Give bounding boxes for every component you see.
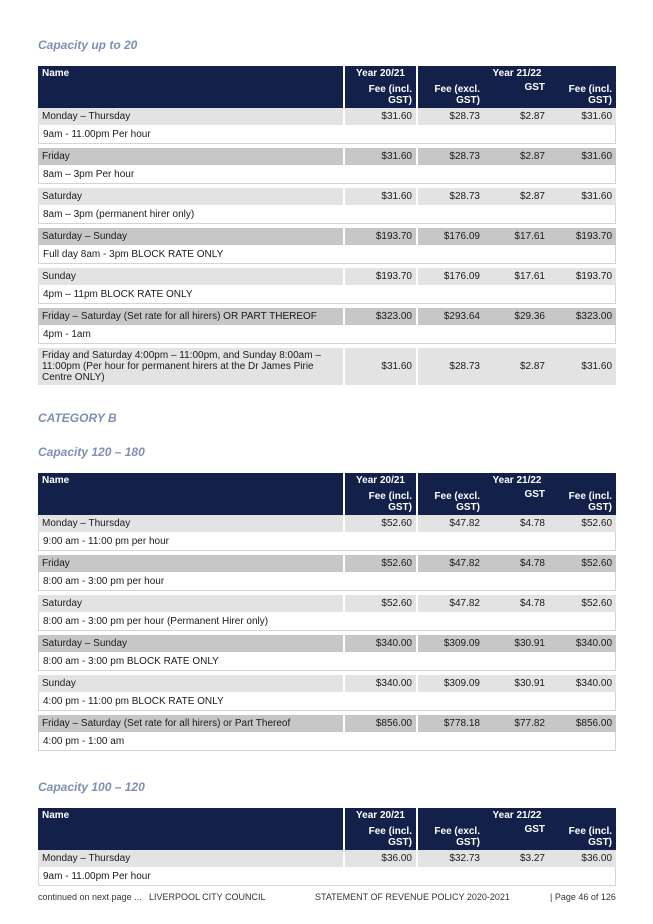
fee-row-fee-2021: $31.60	[343, 348, 416, 385]
fee-row	[38, 308, 616, 325]
fee-row-name: Saturday – Sunday	[38, 228, 343, 245]
fee-row-fee-excl: $176.09	[416, 228, 484, 245]
fee-row-description-row	[38, 612, 616, 631]
fee-row-gst: $77.82	[484, 715, 549, 732]
column-header-fee-incl-b: Fee (incl. GST)	[549, 82, 616, 108]
fee-table-capacity-up-to-20	[38, 66, 616, 385]
fee-row-fee-incl: $36.00	[549, 850, 616, 867]
fee-row	[38, 268, 616, 285]
fee-row-name: Sunday	[38, 675, 343, 692]
fee-row-name: Friday	[38, 148, 343, 165]
fee-row	[38, 635, 616, 652]
fee-row-fee-excl: $28.73	[416, 108, 484, 125]
fee-row-description-row	[38, 867, 616, 886]
fee-row-description: 9am - 11.00pm Per hour	[38, 125, 616, 144]
footer-council: LIVERPOOL CITY COUNCIL	[149, 892, 266, 902]
fee-row-gst: $3.27	[484, 850, 549, 867]
fee-row	[38, 515, 616, 532]
fee-row-fee-excl: $28.73	[416, 348, 484, 385]
fee-row-gst: $17.61	[484, 268, 549, 285]
section-title-capacity-100-120: Capacity 100 – 120	[38, 780, 145, 794]
fee-row-name: Saturday	[38, 188, 343, 205]
fee-row-name: Monday – Thursday	[38, 515, 343, 532]
fee-row-fee-incl: $323.00	[549, 308, 616, 325]
fee-row-fee-2021: $52.60	[343, 555, 416, 572]
column-header-name: Name	[38, 473, 343, 515]
fee-row-fee-2021: $193.70	[343, 268, 416, 285]
fee-table-capacity-120-180	[38, 473, 616, 751]
fee-row-fee-2021: $52.60	[343, 515, 416, 532]
fee-row-description-row	[38, 285, 616, 304]
fee-row-gst: $2.87	[484, 348, 549, 385]
fee-row-fee-incl: $31.60	[549, 148, 616, 165]
fee-row-fee-excl: $293.64	[416, 308, 484, 325]
fee-row-fee-excl: $32.73	[416, 850, 484, 867]
section-title-capacity-up-to-20: Capacity up to 20	[38, 38, 138, 52]
fee-row	[38, 108, 616, 125]
fee-row	[38, 850, 616, 867]
fee-row-fee-2021: $36.00	[343, 850, 416, 867]
column-header-fee-incl: Fee (incl. GST)	[343, 489, 416, 515]
column-header-year-b: Year 21/22	[416, 66, 616, 82]
fee-row	[38, 675, 616, 692]
fee-row-fee-excl: $309.09	[416, 675, 484, 692]
fee-row-name: Friday	[38, 555, 343, 572]
column-header-fee-incl-b: Fee (incl. GST)	[549, 489, 616, 515]
fee-row	[38, 148, 616, 165]
fee-row-fee-excl: $28.73	[416, 188, 484, 205]
fee-row-description-row	[38, 125, 616, 144]
column-header-year-b: Year 21/22	[416, 473, 616, 489]
fee-row-description-row	[38, 205, 616, 224]
fee-row-description: 8:00 am - 3:00 pm BLOCK RATE ONLY	[38, 652, 616, 671]
fee-row-fee-incl: $193.70	[549, 228, 616, 245]
fee-row-fee-2021: $31.60	[343, 108, 416, 125]
fee-row-fee-2021: $856.00	[343, 715, 416, 732]
fee-row	[38, 555, 616, 572]
fee-row-description: 8:00 am - 3:00 pm per hour (Permanent Hirer only)	[38, 612, 616, 631]
fee-row-gst: $2.87	[484, 188, 549, 205]
fee-row-name: Friday – Saturday (Set rate for all hirers) or Part Thereof	[38, 715, 343, 732]
fee-row-name: Friday and Saturday 4:00pm – 11:00pm, and Sunday 8:00am – 11:00pm (Per hour for permanent hirers at the Dr James Pirie Centre ONLY)	[38, 348, 343, 385]
column-header-fee-incl-b: Fee (incl. GST)	[549, 824, 616, 850]
fee-row-gst: $29.36	[484, 308, 549, 325]
fee-row-fee-excl: $47.82	[416, 595, 484, 612]
column-header-year-a: Year 20/21	[343, 808, 416, 824]
fee-row-fee-2021: $31.60	[343, 188, 416, 205]
fee-row-name: Monday – Thursday	[38, 850, 343, 867]
fee-row-fee-excl: $28.73	[416, 148, 484, 165]
fee-row-fee-incl: $340.00	[549, 635, 616, 652]
fee-row-gst: $30.91	[484, 675, 549, 692]
fee-row-name: Saturday	[38, 595, 343, 612]
fee-row	[38, 348, 616, 385]
fee-row-description-row	[38, 652, 616, 671]
fee-row-gst: $4.78	[484, 595, 549, 612]
fee-row-description: 8:00 am - 3:00 pm per hour	[38, 572, 616, 591]
fee-row-description: 8am – 3pm (permanent hirer only)	[38, 205, 616, 224]
fee-row-description: 9:00 am - 11:00 pm per hour	[38, 532, 616, 551]
fee-row-description: 4pm - 1am	[38, 325, 616, 344]
fee-row-fee-2021: $340.00	[343, 675, 416, 692]
fee-row-fee-2021: $31.60	[343, 148, 416, 165]
fee-row-gst: $30.91	[484, 635, 549, 652]
fee-row-fee-excl: $176.09	[416, 268, 484, 285]
fee-row	[38, 595, 616, 612]
fee-row-description: 4:00 pm - 11:00 pm BLOCK RATE ONLY	[38, 692, 616, 711]
fee-row	[38, 715, 616, 732]
fee-row-fee-incl: $52.60	[549, 555, 616, 572]
fee-row-fee-incl: $193.70	[549, 268, 616, 285]
fee-row-description-row	[38, 165, 616, 184]
column-header-year-a: Year 20/21	[343, 66, 416, 82]
column-header-gst: GST	[484, 82, 549, 108]
fee-row-description: 4pm – 11pm BLOCK RATE ONLY	[38, 285, 616, 304]
fee-row	[38, 188, 616, 205]
fee-row-name: Saturday – Sunday	[38, 635, 343, 652]
fee-row-description: 8am – 3pm Per hour	[38, 165, 616, 184]
column-header-year-a: Year 20/21	[343, 473, 416, 489]
column-header-year-b: Year 21/22	[416, 808, 616, 824]
column-header-fee-excl: Fee (excl. GST)	[416, 82, 484, 108]
fee-row-description: Full day 8am - 3pm BLOCK RATE ONLY	[38, 245, 616, 264]
column-header-fee-excl: Fee (excl. GST)	[416, 489, 484, 515]
column-header-name: Name	[38, 66, 343, 108]
fee-row-name: Friday – Saturday (Set rate for all hirers) OR PART THEREOF	[38, 308, 343, 325]
fee-row-gst: $2.87	[484, 108, 549, 125]
fee-row-name: Monday – Thursday	[38, 108, 343, 125]
fee-row-description-row	[38, 572, 616, 591]
column-header-gst: GST	[484, 489, 549, 515]
footer-continued: continued on next page ...	[38, 892, 142, 902]
fee-row-fee-incl: $856.00	[549, 715, 616, 732]
fee-table-capacity-100-120	[38, 808, 616, 886]
fee-row-fee-incl: $340.00	[549, 675, 616, 692]
fee-row-fee-incl: $31.60	[549, 108, 616, 125]
fee-row-description-row	[38, 245, 616, 264]
fee-row-description-row	[38, 732, 616, 751]
fee-row-gst: $4.78	[484, 555, 549, 572]
fee-row-fee-excl: $47.82	[416, 515, 484, 532]
category-b-heading: CATEGORY B	[38, 411, 117, 425]
fee-row-name: Sunday	[38, 268, 343, 285]
footer-page-number: | Page 46 of 126	[550, 892, 616, 902]
fee-row-fee-2021: $340.00	[343, 635, 416, 652]
fee-row-description-row	[38, 325, 616, 344]
footer-statement: STATEMENT OF REVENUE POLICY 2020-2021	[315, 892, 510, 902]
fee-row-fee-2021: $193.70	[343, 228, 416, 245]
fee-row-description: 4:00 pm - 1:00 am	[38, 732, 616, 751]
fee-row-description-row	[38, 692, 616, 711]
fee-row-description-row	[38, 532, 616, 551]
column-header-fee-incl: Fee (incl. GST)	[343, 824, 416, 850]
fee-row-fee-incl: $31.60	[549, 348, 616, 385]
fee-row-fee-incl: $52.60	[549, 515, 616, 532]
fee-row-fee-excl: $778.18	[416, 715, 484, 732]
fee-row-description: 9am - 11.00pm Per hour	[38, 867, 616, 886]
column-header-fee-excl: Fee (excl. GST)	[416, 824, 484, 850]
fee-row-fee-excl: $309.09	[416, 635, 484, 652]
fee-row-fee-incl: $52.60	[549, 595, 616, 612]
fee-row-fee-2021: $52.60	[343, 595, 416, 612]
fee-row	[38, 228, 616, 245]
fee-row-gst: $17.61	[484, 228, 549, 245]
column-header-name: Name	[38, 808, 343, 850]
section-title-capacity-120-180: Capacity 120 – 180	[38, 445, 145, 459]
fee-row-fee-incl: $31.60	[549, 188, 616, 205]
fee-row-fee-excl: $47.82	[416, 555, 484, 572]
fee-row-fee-2021: $323.00	[343, 308, 416, 325]
fee-row-gst: $4.78	[484, 515, 549, 532]
column-header-fee-incl: Fee (incl. GST)	[343, 82, 416, 108]
column-header-gst: GST	[484, 824, 549, 850]
fee-row-gst: $2.87	[484, 148, 549, 165]
